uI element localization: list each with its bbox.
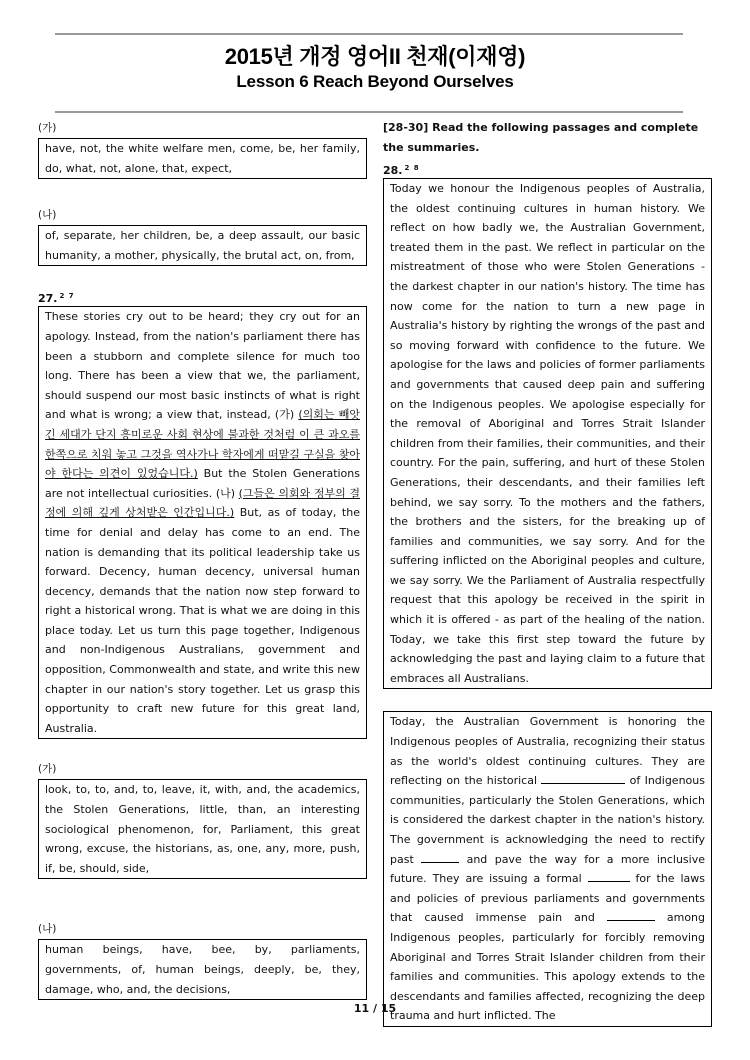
question-superscript: 2 7 (59, 292, 75, 301)
ga-word-box-top: have, not, the white welfare men, come, be, her family, do, what, not, alone, that, expect, (38, 138, 367, 179)
na-label-bottom: (나) (38, 923, 57, 936)
na-word-box-top: of, separate, her children, be, a deep assault, our basic humanity, a mother, physically, the brutal act, on, from, (38, 225, 367, 266)
underlined-ga-korean: (의회는 빼앗긴 세대가 단지 흥미로운 사회 현상에 불과한 것처럼 이 큰 과오를 한쪽으로 치워 놓고 그것을 역사가나 학자에게 떠맡길 구실을 찾아야 한다는 의견이 있었습니다.) (45, 408, 360, 481)
answer-blank-4[interactable] (607, 909, 655, 921)
na-word-box-bottom: human beings, have, bee, by, parliaments, governments, of, human beings, deeply, be, they, damage, who, and, the decisions, (38, 939, 367, 1000)
summary-text: among Indigenous peoples, particularly for forcibly removing Aboriginal and Torres Strait Islander children from their families and communities. This apology extends to the descendants and families affected, recognizing the deep trauma and hurt inflicted. The (390, 911, 706, 1023)
na-label-top: (나) (38, 209, 57, 222)
passage-text: These stories cry out to be heard; they cry out for an apology. Instead, from the nation's parliament there has been a stubborn and complete silence for much too long. There has been a view that we, the parliament, should suspend our most basic instincts of what is right and what is wrong; a view that, instead, (가) (45, 310, 360, 422)
question-28-number (383, 158, 712, 178)
right-column (383, 118, 712, 1027)
passage-text: But the Stolen Generations are not intellectual curiosities. (나) (45, 467, 360, 500)
question-27-passage (38, 306, 367, 739)
question-27-number (38, 286, 367, 306)
question-superscript: 2 8 (404, 164, 420, 172)
summary-text: for the laws and policies of previous parliaments and governments that caused immense pain and (390, 872, 705, 925)
ga-word-box-bottom: look, to, to, and, to, leave, it, with, and, the academics, the Stolen Generations, little, than, an interesting sociological phenomenon, for, Parliament, this great wrong, excuse, the historians, as, one, any, more, push, if, be, should, side, (38, 779, 367, 879)
instruction-heading: [28-30] Read the following passages and complete the summaries. (383, 121, 699, 154)
question-number: 28. (383, 164, 403, 177)
page-number: 11 / 15 (353, 1002, 397, 1015)
header-top-rule (55, 33, 683, 35)
answer-blank-1[interactable] (541, 772, 625, 784)
summary-text: and pave the way for a more inclusive future. They are issuing a formal (390, 852, 706, 886)
summary-text: Today, the Australian Government is honoring the Indigenous peoples of Australia, recognizing their status as the world's oldest continuing cultures. They are reflecting on the historical (390, 715, 705, 788)
summary-text: of Indigenous communities, particularly the Stolen Generations, which is considered the darkest chapter in the nation's history. The government is acknowledging the need to rectify past (390, 774, 705, 866)
passage-text: But, as of today, the time for denial and delay has come to an end. The nation is demanding that its political leadership take us forward. Decency, human decency, universal human decency, demands that the nation now step forward to right a historical wrong. That is what we are doing in this place today. Let us turn this page together, Indigenous and non-Indigenous Australians, government and opposition, Commonwealth and state, and write this new chapter in our nation's story together. Let us grasp this opportunity to craft new future for this great land, Australia. (45, 506, 360, 735)
underlined-na-korean: (그들은 의회와 정부의 결정에 의해 깊게 상처받은 인간입니다.) (45, 486, 361, 520)
ga-label-top: (가) (38, 122, 57, 134)
summary-box (383, 711, 712, 1027)
answer-blank-3[interactable] (588, 870, 630, 882)
header-bottom-rule (55, 111, 683, 113)
ga-label-bottom: (가) (38, 763, 57, 776)
document-title: 2015년 개정 영어II 천재(이재영) (224, 44, 526, 69)
lesson-subtitle: Lesson 6 Reach Beyond Ourselves (236, 72, 514, 91)
left-column (38, 118, 367, 1000)
answer-blank-2[interactable] (421, 851, 459, 863)
question-number: 27. (38, 292, 58, 306)
question-28-passage: Today we honour the Indigenous peoples of Australia, the oldest continuing cultures in human history. We reflect on how badly we, the Australian Government, treated them in the past. We reflect in particular on the mistreatment of those who were Stolen Generations - the darkest chapter in our nation's history. The time has now come for the nation to turn a new page in Australia's history by righting the wrongs of the past and so moving forward with confidence to the future. We apologise for the laws and policies of former parliaments and governments that caused deep pain and suffering on the Indigenous peoples. We apologise especially for the removal of Aboriginal and Torres Strait Islander children from their families, their communities, and their country. For the pain, suffering, and hurt of these Stolen Generations, their descendants, and their families left behind, we say sorry. To the mothers and the fathers, the brothers and the sisters, for the breaking up of families and communities, we say sorry. And for the suffering inflicted on the Aboriginal peoples and culture, we say sorry. We the Parliament of Australia respectfully request that this apology be received in the spirit in which it is offered - as part of the healing of the nation. Today, we take this first step toward the future by acknowledging the past and laying claim to a future that embraces all Australians. (383, 178, 712, 689)
